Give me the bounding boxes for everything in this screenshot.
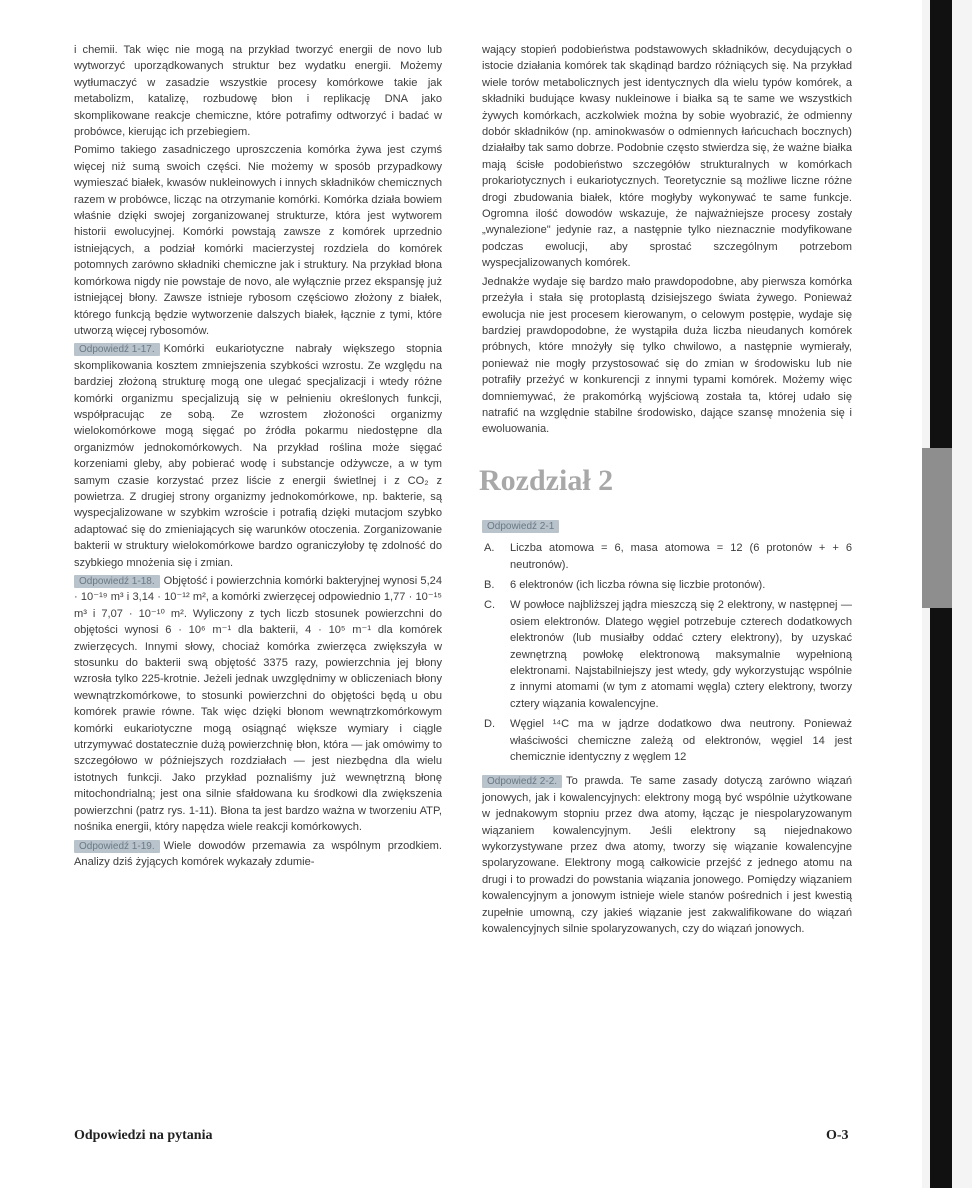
answer-list bbox=[482, 540, 852, 765]
running-footer-title: Odpowiedzi na pytania bbox=[74, 1128, 213, 1143]
answer-label-badge: Odpowiedź 1-18. bbox=[74, 575, 160, 588]
paragraph: wający stopień podobieństwa podstawowych składników, decydujących o istocie działania komórek tak skądinąd bardzo różniących się. Na przykład wiele torów metabolicznych jest identycznych dla wielu typów komórek, a składniki budujące kwasy nukleinowe i białka są te same we wszystkich żywych komórkach, aczkolwiek można by sobie wyobrazić, że odmienny dobór składników (np. aminokwasów o odmiennych łańcuchach bocznych) działałby tak samo dobrze. Podobnie często stwierdza się, że ważne białka mają ścisłe podobieństwo szczegółów strukturalnych w komórkach prokariotycznych i eukariotycznych. Teoretycznie są możliwe liczne różne drogi zbudowania białek, które mogłyby wykonywać te same funkcje. Ogromna ilość dowodów wskazuje, że najważniejsze procesy zostały „wynalezione" jedynie raz, a następnie tylko nieznacznie modyfikowane podczas ewolucji, aby sprostać szczególnym potrzebom wyspecjalizowanych komórek. bbox=[482, 44, 852, 270]
item-text: Liczba atomowa = 6, masa atomowa = 12 (6 protonów + + 6 neutronów). bbox=[510, 542, 852, 571]
list-item bbox=[482, 716, 852, 765]
paragraph: Jednakże wydaje się bardzo mało prawdopodobne, aby pierwsza komórka przeżyła i stała się protoplastą dzisiejszego świata żywego. Ponieważ ewolucja nie jest procesem kierowanym, o celowym postępie, wydaje się bardziej prawdopodobne, że wystąpiła duża liczba nieudanych komórek próbnych, które mnożyły się tylko chwilowo, a następnie wymierały, ponieważ nie mogły przystosować się do zmian w środowisku lub nie potrafiły przeżyć w konkurencji z innymi typami komórek. Możemy więc domniemywać, że prakomórką wyjściową została ta, której udało się natrafić na względnie stabilne środowisko, dające szansę mnożenia się i ewoluowania. bbox=[482, 275, 852, 436]
right-column bbox=[479, 42, 852, 940]
item-letter: B. bbox=[484, 578, 495, 591]
answer-label-badge: Odpowiedź 1-19. bbox=[74, 840, 160, 853]
answer-text: Komórki eukariotyczne nabrały większego stopnia skomplikowania kosztem zmniejszenia szybkości wzrostu. Ze względu na bardziej złożoną strukturę mogą one ulegać specjalizacji i wtedy różne komórki organizmu specjalizują się w pełnieniu określonych funkcji, współpracując ze sobą. Ze wzrostem złożoności organizmy wielokomórkowe mogą sięgać po źródła pokarmu niedostępne dla organizmów jednokomórkowych. Na przykład roślina może sięgać korzeniami gleby, aby pobierać wodę i substancje odżywcze, a w tym samym czasie korzystać przez liście z energii świetlnej i z CO₂ z powietrza. Z drugiej strony organizmy jednokomórkowe, np. bakterie, są wyspecjalizowane w szybkim wzroście i potrafią dzięki mutacjom szybko adaptować się do zmieniających się warunków otoczenia. Zorganizowanie bakterii w struktury wielokomórkowe bardzo ograniczyłoby tę zdolność do szybkiego mnożenia się i zmian. bbox=[74, 343, 442, 569]
item-text: W powłoce najbliższej jądra mieszczą się 2 elektrony, w następnej — osiem elektronów. Dlatego węgiel potrzebuje czterech dodatkowych elektronów (lub musiałby oddać cztery elektrony), by uzyskać zewnętrzną powłokę elektronową maksymalnie wypełnioną elektronami. Najstabilniejszy jest wtedy, gdy wykorzystując wspólnie z innymi atomami (w tym z atomami węgla) cztery elektrony, tworzy cztery wiązania kowalencyjne. bbox=[510, 599, 852, 710]
item-letter: D. bbox=[484, 718, 496, 731]
answer-label-badge: Odpowiedź 2-2. bbox=[482, 775, 562, 788]
paragraph: i chemii. Tak więc nie mogą na przykład tworzyć energii de novo lub wytworzyć uporządkowanych struktur bez wydatku energii. Możemy wytłumaczyć w zasadzie wszystkie procesy komórkowe takie jak metabolizm, katalizę, rozbudowę błon i replikację DNA jako skomplikowane reakcje chemiczne, które potrafimy odtworzyć i badać w probówce, kierując ich przebiegiem. bbox=[74, 44, 442, 139]
answer-label-badge: Odpowiedź 2-1 bbox=[482, 520, 559, 533]
paragraph: Pomimo takiego zasadniczego uproszczenia komórka żywa jest czymś więcej niż sumą swoich części. Nie możemy w sposób przypadkowy wymieszać białek, kwasów nukleinowych i innych składników chemicznych razem w probówce, licząc na otrzymanie komórki. Komórka działa bowiem właśnie dzięki swojej zorganizowanej strukturze, która jest wytworem historii ewolucyjnej. Komórki powstają zawsze z komórek uprzednio istniejących, a podział komórki macierzystej rozdziela do komórek potomnych zarówno składniki chemiczne jak i struktury. Na przykład błona komórkowa nigdy nie powstaje de novo, ale wyłącznie przez ekspansję już istniejącej błony. Zawsze istnieje rybosom częściowo złożony z białek, którego funkcją będzie wytworzenie dalszych białek, łącznie z tymi, które utworzą więcej rybosomów. bbox=[74, 144, 442, 337]
list-item bbox=[482, 597, 852, 712]
item-letter: A. bbox=[484, 542, 495, 555]
answer-2-2 bbox=[482, 773, 852, 937]
chapter-thumb-tab bbox=[922, 448, 952, 608]
item-text: 6 elektronów (ich liczba równa się liczbie protonów). bbox=[510, 578, 766, 591]
chapter-title: Rozdział 2 bbox=[479, 463, 614, 497]
left-column bbox=[74, 42, 442, 872]
answer-label-badge: Odpowiedź 1-17. bbox=[74, 343, 160, 356]
list-item bbox=[482, 540, 852, 573]
item-text: Węgiel ¹⁴C ma w jądrze dodatkowo dwa neutrony. Ponieważ właściwości chemiczne zależą od elektronów, węgiel 14 jest chemicznie identyczny z węglem 12 bbox=[510, 718, 852, 764]
answer-2-1 bbox=[482, 518, 852, 766]
answer-text: Objętość i powierzchnia komórki bakteryjnej wynosi 5,24 · 10⁻¹⁹ m³ i 3,14 · 10⁻¹² m², a komórki zwierzęcej odpowiednio 1,77 · 10⁻¹⁵ m³ i 7,07 · 10⁻¹⁰ m². Wyliczony z tych liczb stosunek powierzchni do objętości wynosi 6 · 10⁶ m⁻¹ dla bakterii, 4 · 10⁵ m⁻¹ dla komórek zwierzęcych. Innymi słowy, chociaż komórka zwierzęca zwiększyła w stosunku do bakterii swą objętość 3375 razy, powierzchnia jej błony wzrosła tylko 225-krotnie. Jeżeli jednak uwzględnimy w obliczeniach błony wewnątrzkomórkowe, to stosunki powierzchni do objętości będą u obu komórek prawie równe. Tak więc dzięki błonom wewnątrzkomórkowym komórki eukariotyczne mogą osiągnąć większe wymiary i ciągle utrzymywać dostatecznie dużą powierzchnię błon, która — jak omówimy to szczegółowo w późniejszych rozdziałach — jest niezbędna dla wielu istotnych funkcji. Jako przykład poznaliśmy już wewnętrzną błonę mitochondrialną; jest ona silnie sfałdowana ku środkowi dla zwiększenia powierzchni (patrz rys. 1-11). Błona ta jest bardzo ważna w tworzeniu ATP, nośnika energii, który napędza wiele reakcji komórkowych. bbox=[74, 575, 442, 834]
item-letter: C. bbox=[484, 599, 496, 612]
page-number: O-3 bbox=[826, 1128, 849, 1143]
answer-text: To prawda. Te same zasady dotyczą zarówno wiązań jonowych, jak i kowalencyjnych: elektrony mogą być wspólnie użytkowane w jednakowym stopniu przez dwa atomy, łącząc je niespolaryzowanym wiązaniem kowalencyjnym. Jeśli elektrony są niejednakowo wykorzystywane przez dwa atomy, tworzy się wiązanie kowalencyjne spolaryzowane. Elektrony mogą całkowicie przejść z jednego atomu na drugi i to prowadzi do powstania wiązania jonowego. Pomiędzy wiązaniem kowalencyjnym a jonowym istnieje wiele stanów pośrednich i jest kwestią zupełnie umowną, czy jakieś wiązanie jest zakwalifikowane do wiązań kowalencyjnych silnie spolaryzowanych, czy do wiązań jonowych. bbox=[482, 775, 852, 936]
answer-1-17 bbox=[74, 341, 442, 571]
answer-text: Wiele dowodów przemawia za wspólnym przodkiem. Analizy dziś żyjących komórek wykazały zdumie- bbox=[74, 839, 442, 868]
answer-1-18 bbox=[74, 573, 442, 836]
list-item bbox=[482, 577, 852, 593]
answer-1-19 bbox=[74, 838, 442, 871]
